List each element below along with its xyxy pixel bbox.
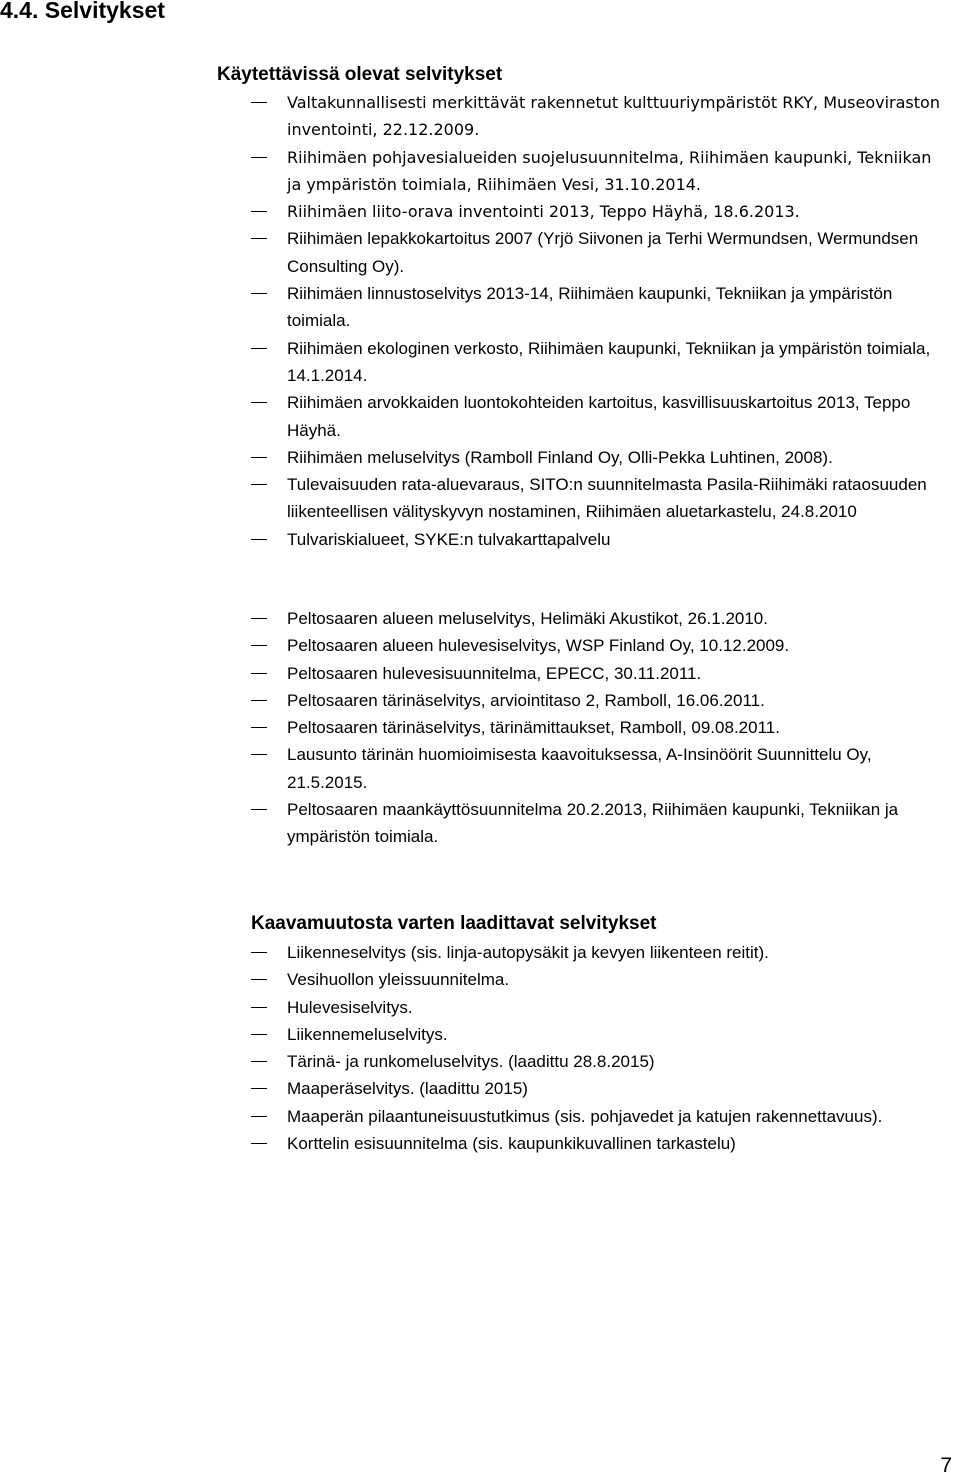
peltosaari-studies-list [251, 605, 941, 851]
list-item: Riihimäen ekologinen verkosto, Riihimäen kaupunki, Tekniikan ja ympäristön toimiala, 14.1.2014. [251, 335, 941, 390]
section-title: 4.4. Selvitykset [0, 0, 165, 23]
list-item: Valtakunnallisesti merkittävät rakennetut kulttuuriympäristöt RKY, Museoviraston inventointi, 22.12.2009. [251, 89, 941, 144]
list-item: Riihimäen pohjavesialueiden suojelusuunnitelma, Riihimäen kaupunki, Tekniikan ja ympäristön toimiala, Riihimäen Vesi, 31.10.2014. [251, 144, 941, 199]
list-item: Peltosaaren alueen meluselvitys, Helimäki Akustikot, 26.1.2010. [251, 605, 941, 632]
list-item: Vesihuollon yleissuunnitelma. [251, 966, 941, 993]
list-item: Liikennemeluselvitys. [251, 1021, 941, 1048]
list-item: Maaperäselvitys. (laadittu 2015) [251, 1075, 941, 1102]
list-item: Korttelin esisuunnitelma (sis. kaupunkikuvallinen tarkastelu) [251, 1130, 941, 1157]
list-item: Peltosaaren tärinäselvitys, arviointitaso 2, Ramboll, 16.06.2011. [251, 687, 941, 714]
available-studies-list [251, 89, 941, 553]
planned-studies-title: Kaavamuutosta varten laadittavat selvitykset [251, 913, 657, 934]
list-item: Peltosaaren alueen hulevesiselvitys, WSP Finland Oy, 10.12.2009. [251, 632, 941, 659]
list-item: Peltosaaren tärinäselvitys, tärinämittaukset, Ramboll, 09.08.2011. [251, 714, 941, 741]
list-item: Riihimäen meluselvitys (Ramboll Finland Oy, Olli-Pekka Luhtinen, 2008). [251, 444, 941, 471]
list-item: Hulevesiselvitys. [251, 994, 941, 1021]
list-item: Peltosaaren maankäyttösuunnitelma 20.2.2013, Riihimäen kaupunki, Tekniikan ja ympäristön toimiala. [251, 796, 941, 851]
list-item: Tulvariskialueet, SYKE:n tulvakarttapalvelu [251, 526, 941, 553]
list-item: Liikenneselvitys (sis. linja-autopysäkit ja kevyen liikenteen reitit). [251, 939, 941, 966]
list-item: Tärinä- ja runkomeluselvitys. (laadittu 28.8.2015) [251, 1048, 941, 1075]
list-item: Peltosaaren hulevesisuunnitelma, EPECC, 30.11.2011. [251, 660, 941, 687]
list-item: Maaperän pilaantuneisuustutkimus (sis. pohjavedet ja katujen rakennettavuus). [251, 1103, 941, 1130]
list-item: Riihimäen arvokkaiden luontokohteiden kartoitus, kasvillisuuskartoitus 2013, Teppo Häyhä. [251, 389, 941, 444]
list-item: Tulevaisuuden rata-aluevaraus, SITO:n suunnitelmasta Pasila-Riihimäki rataosuuden liikenteellisen välityskyvyn nostaminen, Riihimäen aluetarkastelu, 24.8.2010 [251, 471, 941, 526]
page-number: 7 [940, 1454, 952, 1477]
list-item: Riihimäen liito-orava inventointi 2013, Teppo Häyhä, 18.6.2013. [251, 198, 941, 225]
planned-studies-list [251, 939, 941, 1157]
list-item: Lausunto tärinän huomioimisesta kaavoituksessa, A-Insinöörit Suunnittelu Oy, 21.5.2015. [251, 741, 941, 796]
list-item: Riihimäen linnustoselvitys 2013-14, Riihimäen kaupunki, Tekniikan ja ympäristön toimiala. [251, 280, 941, 335]
available-studies-title: Käytettävissä olevat selvitykset [217, 64, 503, 85]
list-item: Riihimäen lepakkokartoitus 2007 (Yrjö Siivonen ja Terhi Wermundsen, Wermundsen Consulting Oy). [251, 225, 941, 280]
